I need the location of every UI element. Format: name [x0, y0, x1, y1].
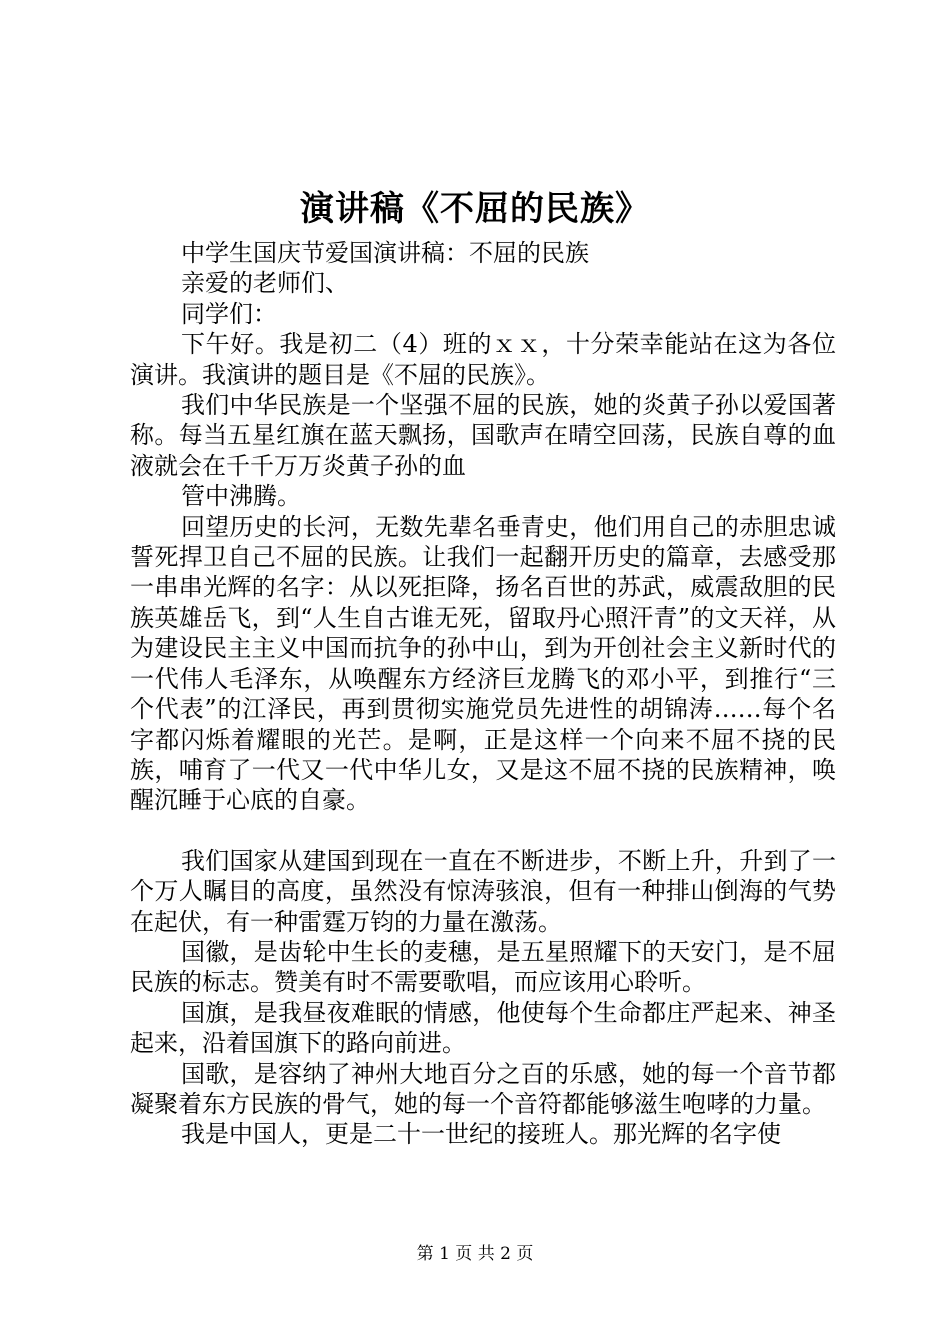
paragraph-nation: 我们中华民族是一个坚强不屈的民族，她的炎黄子孙以爱国著称。每当五星红旗在蓝天飘扬，国歌声在晴空回荡，民族自尊的血液就会在千千万万炎黄子孙的血	[130, 391, 836, 480]
paragraph-nation-continued: 管中沸腾。	[181, 482, 301, 511]
paragraph-chinese-citizen: 我是中国人，更是二十一世纪的接班人。那光辉的名字使	[181, 1120, 781, 1149]
paragraph-national-anthem: 国歌，是容纳了神州大地百分之百的乐感，她的每一个音节都凝聚着东方民族的骨气，她的每一个音符都能够滋生咆哮的力量。	[130, 1059, 836, 1118]
document-title: 演讲稿《不屈的民族》	[300, 189, 650, 229]
page-footer: 第 1 页 共 2 页	[416, 1244, 534, 1264]
paragraph-progress: 我们国家从建国到现在一直在不断进步，不断上升，升到了一个万人瞩目的高度，虽然没有惊涛骇浪，但有一种排山倒海的气势在起伏，有一种雷霆万钧的力量在激荡。	[130, 846, 836, 936]
paragraph-subtitle: 中学生国庆节爱国演讲稿：不屈的民族	[181, 239, 589, 267]
paragraph-national-emblem: 国徽，是齿轮中生长的麦穗，是五星照耀下的天安门，是不屈民族的标志。赞美有时不需要歌唱，而应该用心聆听。	[130, 937, 836, 997]
paragraph-salutation-students: 同学们：	[181, 299, 277, 328]
paragraph-national-flag: 国旗，是我昼夜难眠的情感，他使每个生命都庄严起来、神圣起来，沿着国旗下的路向前进。	[130, 998, 836, 1058]
document-body	[130, 238, 836, 1150]
paragraph-history: 回望历史的长河，无数先辈名垂青史，他们用自己的赤胆忠诚誓死捍卫自己不屈的民族。让我们一起翻开历史的篇章，去感受那一串串光辉的名字：从以死拒降，扬名百世的苏武，威震敌胆的民族英雄岳飞，到“人生自古谁无死，留取丹心照汗青”的文天祥，从为建设民主主义中国而抗争的孙中山，到为开创社会主义新时代的一代伟人毛泽东，从唤醒东方经济巨龙腾飞的邓小平，到推行“三个代表”的江泽民，再到贯彻实施党员先进性的胡锦涛……每个名字都闪烁着耀眼的光芒。是啊，正是这样一个向来不屈不挠的民族，哺育了一代又一代中华儿女，又是这不屈不挠的民族精神，唤醒沉睡于心底的自豪。	[130, 512, 836, 815]
paragraph-greeting: 下午好。我是初二（4）班的ｘｘ，十分荣幸能站在这为各位演讲。我演讲的题目是《不屈的民族》。	[130, 330, 836, 389]
paragraph-salutation-teachers: 亲爱的老师们、	[181, 269, 349, 298]
paragraph-spacer	[130, 816, 836, 846]
